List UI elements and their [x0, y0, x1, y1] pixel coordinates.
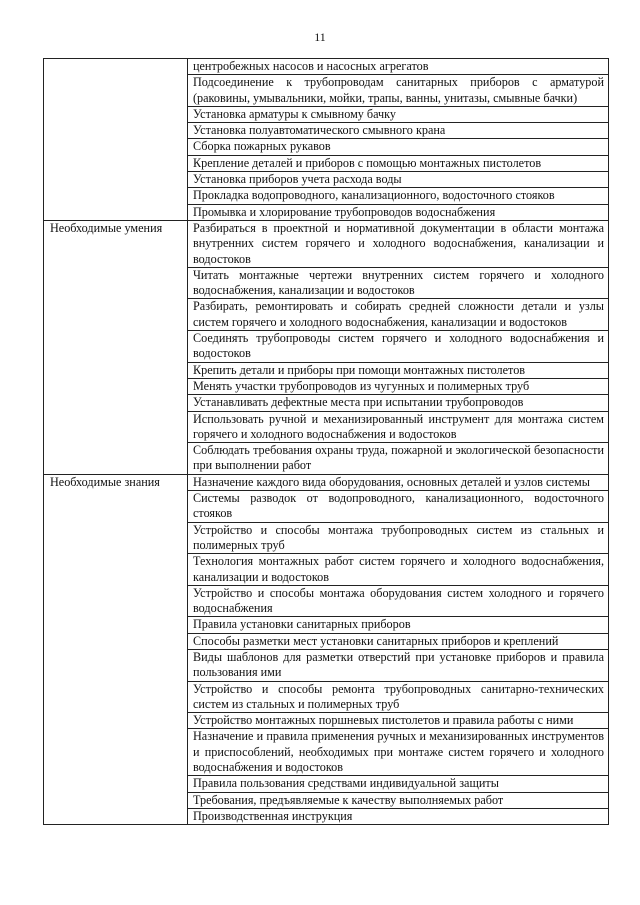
requirement-item: Крепить детали и приборы при помощи монтажных пистолетов [188, 362, 609, 378]
requirement-item: Прокладка водопроводного, канализационного, водосточного стояков [188, 188, 609, 204]
requirement-item: Назначение и правила применения ручных и механизированных инструментов и приспособлений, необходимых при монтаже систем горячего и холодного водоснабжения и водостоков [188, 729, 609, 776]
requirement-item: Производственная инструкция [188, 808, 609, 824]
requirement-item: Разбираться в проектной и нормативной документации в области монтажа внутренних систем горячего и холодного водоснабжения, канализации и водостоков [188, 220, 609, 267]
requirement-item: Сборка пожарных рукавов [188, 139, 609, 155]
table-row [44, 220, 609, 267]
requirement-item: Установка арматуры к смывному бачку [188, 106, 609, 122]
requirements-table [43, 58, 609, 825]
requirement-item: Устройство и способы монтажа трубопроводных систем из стальных и полимерных труб [188, 522, 609, 554]
requirement-item: Использовать ручной и механизированный инструмент для монтажа систем горячего и холодного водоснабжения и водостоков [188, 411, 609, 443]
requirement-item: центробежных насосов и насосных агрегатов [188, 59, 609, 75]
section-label: Необходимые знания [44, 474, 188, 825]
section-label: Необходимые умения [44, 220, 188, 474]
requirement-item: Устанавливать дефектные места при испытании трубопроводов [188, 395, 609, 411]
requirement-item: Правила пользования средствами индивидуальной защиты [188, 776, 609, 792]
requirement-item: Устройство монтажных поршневых пистолетов и правила работы с ними [188, 713, 609, 729]
requirement-item: Промывка и хлорирование трубопроводов водоснабжения [188, 204, 609, 220]
requirement-item: Читать монтажные чертежи внутренних систем горячего и холодного водоснабжения, канализации и водостоков [188, 267, 609, 299]
requirement-item: Способы разметки мест установки санитарных приборов и креплений [188, 633, 609, 649]
requirement-item: Технология монтажных работ систем горячего и холодного водоснабжения, канализации и водостоков [188, 554, 609, 586]
requirement-item: Подсоединение к трубопроводам санитарных приборов с арматурой (раковины, умывальники, мойки, трапы, ванны, унитазы, смывные бачки) [188, 75, 609, 107]
requirement-item: Виды шаблонов для разметки отверстий при установке приборов и правила пользования ими [188, 649, 609, 681]
requirement-item: Системы разводок от водопроводного, канализационного, водосточного стояков [188, 491, 609, 523]
requirement-item: Соединять трубопроводы систем горячего и холодного водоснабжения и водостоков [188, 331, 609, 363]
requirement-item: Разбирать, ремонтировать и собирать средней сложности детали и узлы систем горячего и холодного водоснабжения, канализации и водостоков [188, 299, 609, 331]
table-row [44, 474, 609, 490]
requirement-item: Установка полуавтоматического смывного крана [188, 123, 609, 139]
requirement-item: Установка приборов учета расхода воды [188, 172, 609, 188]
requirement-item: Назначение каждого вида оборудования, основных деталей и узлов системы [188, 474, 609, 490]
table-row [44, 59, 609, 75]
requirement-item: Соблюдать требования охраны труда, пожарной и экологической безопасности при выполнении работ [188, 443, 609, 475]
requirement-item: Требования, предъявляемые к качеству выполняемых работ [188, 792, 609, 808]
requirement-item: Устройство и способы ремонта трубопроводных санитарно-технических систем из стальных и полимерных труб [188, 681, 609, 713]
requirements-table-body [44, 59, 609, 825]
page-number: 11 [314, 30, 326, 44]
requirement-item: Устройство и способы монтажа оборудования систем холодного и горячего водоснабжения [188, 585, 609, 617]
requirement-item: Крепление деталей и приборов с помощью монтажных пистолетов [188, 155, 609, 171]
requirement-item: Менять участки трубопроводов из чугунных и полимерных труб [188, 378, 609, 394]
section-label [44, 59, 188, 221]
requirement-item: Правила установки санитарных приборов [188, 617, 609, 633]
